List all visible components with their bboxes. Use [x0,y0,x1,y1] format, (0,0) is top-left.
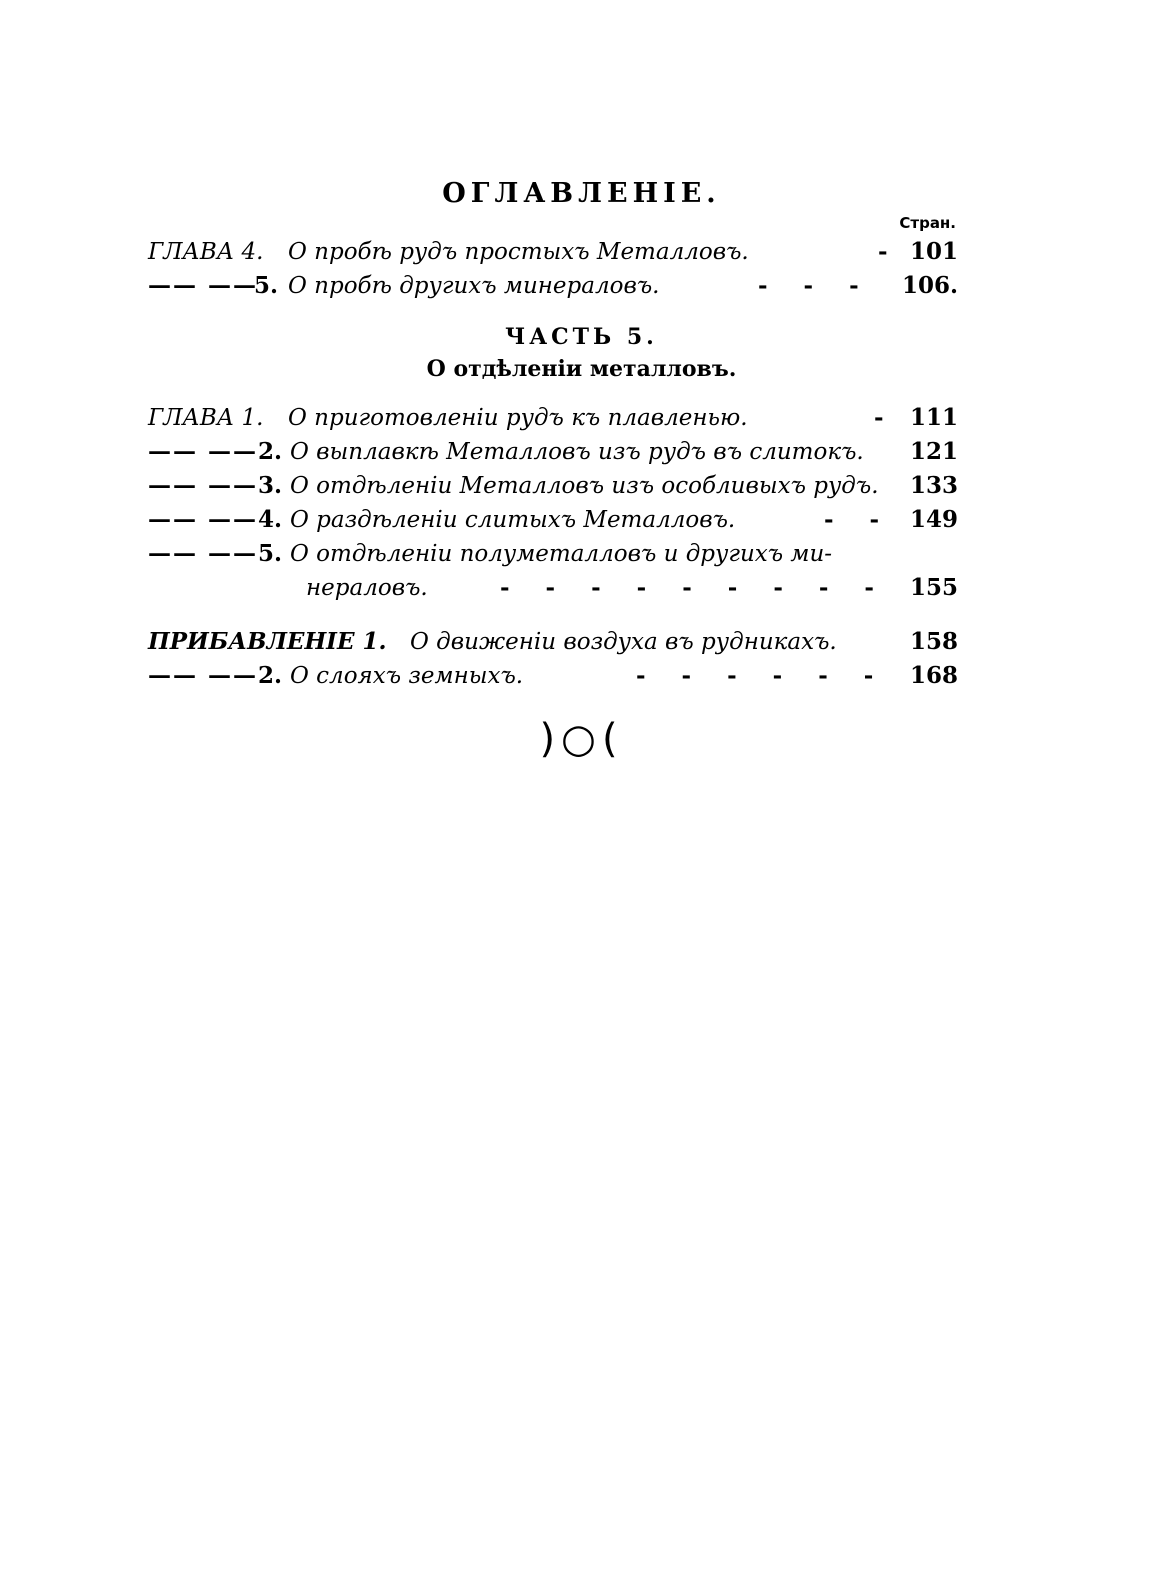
entry-number: 4. [258,506,283,533]
entry-page: 155 [909,574,958,601]
toc-entry [148,538,958,570]
toc-entry [148,660,958,692]
entry-prefix: ГЛАВА 4. [148,239,264,265]
entry-title: О пробѣ рудъ простыхъ Металловъ. [288,239,749,265]
toc-entry [148,402,958,434]
toc-entry [148,236,958,268]
toc-entry [148,270,958,302]
entry-number: 2. [258,438,283,465]
entry-page: 106. [901,272,958,299]
page-title: ОГЛАВЛЕНIЕ. [442,178,721,209]
entry-title: О отдѣленiи Металловъ изъ особливыхъ рудъ. [290,473,879,499]
entry-page: 121 [909,438,958,465]
entry-leader: - - - [758,272,873,299]
entry-number: 5. [254,272,279,299]
entry-prefix: ПРИБАВЛЕНIЕ 1. [148,628,387,655]
entry-prefix: —— —— [148,506,259,533]
entry-leader: - - - - - - [636,662,888,689]
entry-number: 5. [258,540,283,567]
toc-entry [148,436,958,468]
entry-leader: - [878,238,902,265]
entry-title: О раздѣленiи слитыхъ Металловъ. [290,507,736,533]
entry-prefix: —— —— [148,472,259,499]
entry-page: 149 [909,506,958,533]
toc-entry [148,470,958,502]
entry-leader: - - - - - - - - - [500,574,888,601]
entry-page: 158 [909,628,958,655]
entry-number: 3. [258,472,283,499]
entry-title: О движенiи воздуха въ рудникахъ. [410,629,837,655]
toc-entry [148,504,958,536]
entry-number: 2. [258,662,283,689]
closing-ornament: )○( [539,716,624,762]
entry-page: 101 [909,238,958,265]
page-column-label: Стран. [899,214,956,232]
entry-prefix: —— —— [148,272,259,299]
entry-title: О пробѣ другихъ минераловъ. [288,273,660,299]
entry-prefix: —— —— [148,540,259,567]
entry-leader: - [874,404,898,431]
part-title: ЧАСТЬ 5. [505,324,658,350]
entry-title: нераловъ. [306,575,428,601]
toc-entry [148,626,958,658]
entry-title: О приготовленiи рудъ къ плавленью. [288,405,748,431]
entry-title: О слояхъ земныхъ. [290,663,524,689]
entry-page: 111 [909,404,958,431]
part-subtitle: О отдѣленiи металловъ. [426,356,737,382]
entry-prefix: —— —— [148,662,259,689]
entry-page: 133 [909,472,958,499]
entry-title: О отдѣленiи полуметалловъ и другихъ ми- [290,541,833,567]
entry-prefix: ГЛАВА 1. [148,405,264,431]
entry-leader: - - [824,506,894,533]
entry-page: 168 [909,662,958,689]
entry-title: О выплавкѣ Металловъ изъ рудъ въ слитокъ. [290,439,864,465]
entry-prefix: —— —— [148,438,259,465]
toc-entry-continuation [148,572,958,604]
